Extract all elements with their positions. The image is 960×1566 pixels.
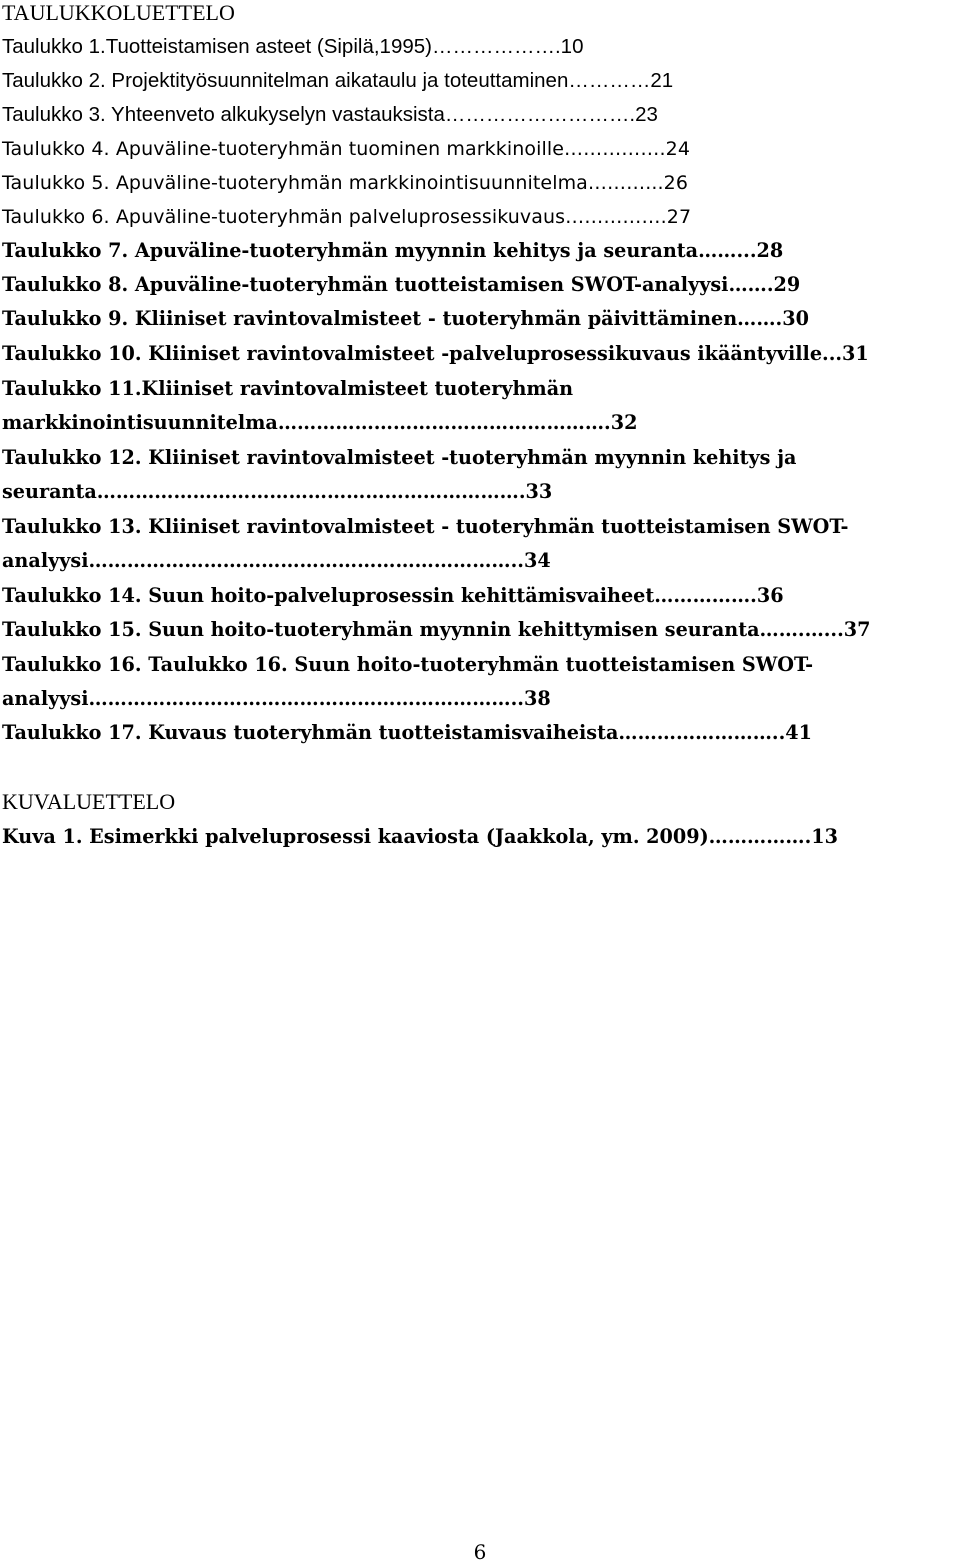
toc-entry: Taulukko 9. Kliiniset ravintovalmisteet - tuoteryhmän päivittäminen…….30 — [2, 307, 809, 330]
toc-entry: Taulukko 17. Kuvaus tuoteryhmän tuotteistamisvaiheista……………………..41 — [2, 721, 812, 744]
toc-entry: Taulukko 3. Yhteenveto alkukyselyn vastauksista……………………….23 — [2, 103, 658, 126]
toc-entry: Taulukko 5. Apuväline-tuoteryhmän markkinointisuunnitelma………...26 — [2, 172, 689, 194]
page-number: 6 — [473, 1540, 487, 1564]
toc-entry: Taulukko 6. Apuväline-tuoteryhmän palveluprosessikuvaus…………….27 — [2, 206, 692, 228]
toc-entry: markkinointisuunnitelma…………………………………………….32 — [2, 411, 638, 434]
toc-entry: seuranta………………………………………………………….33 — [2, 480, 553, 503]
toc-entry: Taulukko 13. Kliiniset ravintovalmisteet - tuoteryhmän tuotteistamisen SWOT- — [2, 515, 849, 538]
toc-entry: Taulukko 2. Projektityösuunnitelman aikataulu ja toteuttaminen…………21 — [2, 69, 674, 92]
tables-heading: TAULUKKOLUETTELO — [2, 0, 235, 25]
toc-entry: analyysi…………………………………………………………..38 — [2, 687, 551, 710]
toc-entry: Taulukko 10. Kliiniset ravintovalmisteet -palveluprosessikuvaus ikääntyville...31 — [2, 342, 869, 365]
toc-entry: Taulukko 15. Suun hoito-tuoteryhmän myynnin kehittymisen seuranta…….…...37 — [2, 618, 871, 641]
toc-entry: Taulukko 14. Suun hoito-palveluprosessin kehittämisvaiheet…………….36 — [2, 584, 784, 607]
figure-entry: Kuva 1. Esimerkki palveluprosessi kaaviosta (Jaakkola, ym. 2009)…………….13 — [2, 825, 838, 848]
figures-heading: KUVALUETTELO — [2, 789, 176, 814]
toc-entry: Taulukko 8. Apuväline-tuoteryhmän tuotteistamisen SWOT-analyysi…….29 — [2, 273, 801, 296]
toc-entry: Taulukko 1.Tuotteistamisen asteet (Sipilä,1995)……………….10 — [2, 35, 584, 58]
toc-entry: Taulukko 4. Apuväline-tuoteryhmän tuominen markkinoille…………….24 — [2, 138, 691, 160]
toc-entry: analyysi…………………………………………………………..34 — [2, 549, 551, 572]
toc-entry: Taulukko 7. Apuväline-tuoteryhmän myynnin kehitys ja seuranta……...28 — [2, 239, 784, 262]
toc-entry: Taulukko 16. Taulukko 16. Suun hoito-tuoteryhmän tuotteistamisen SWOT- — [2, 653, 814, 676]
toc-entry: Taulukko 12. Kliiniset ravintovalmisteet -tuoteryhmän myynnin kehitys ja — [2, 446, 797, 469]
toc-entry: Taulukko 11.Kliiniset ravintovalmisteet tuoteryhmän — [2, 377, 574, 400]
